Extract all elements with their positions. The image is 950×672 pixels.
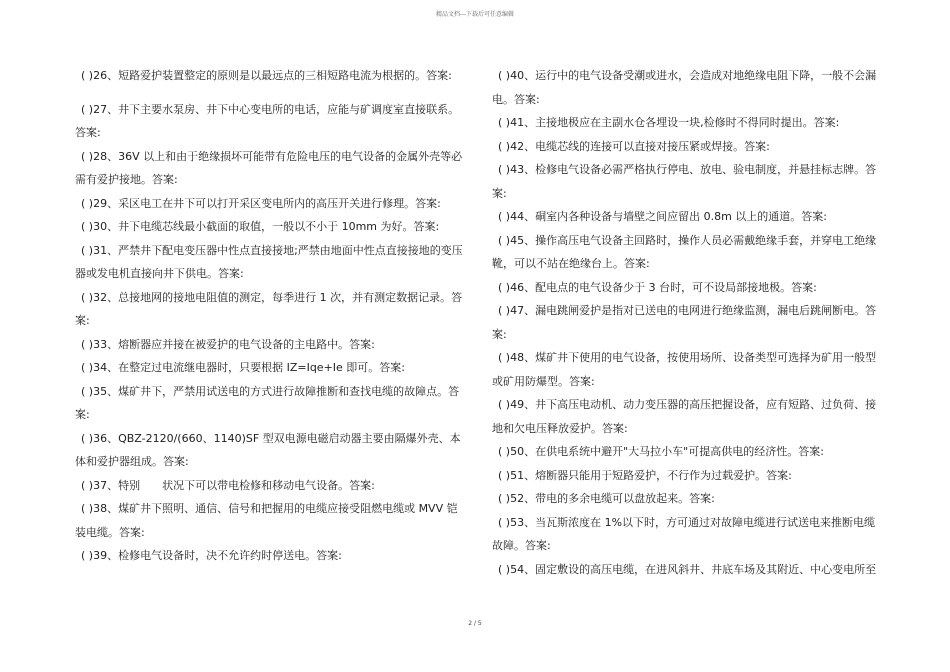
question-29: ( )29、采区电工在井下可以打开采区变电所内的高压开关进行修理。答案: xyxy=(81,196,441,210)
question-48: ( )48、煤矿井下使用的电气设备，按使用场所、设备类型可选择为矿用一般型或矿用防爆型。答案: xyxy=(492,351,877,388)
question-52: ( )52、带电的多余电缆可以盘放起来。答案: xyxy=(498,492,715,505)
question-36: ( )36、QBZ-2120/(660、1140)SF 型双电源电磁启动器主要由隔爆外壳、本体和爱护器组成。答案: xyxy=(75,431,461,468)
question-30: ( )30、井下电缆芯线最小截面的取值，一般以不小于 10mm 为好。答案: xyxy=(81,220,440,233)
question-28: ( )28、36V 以上和由于绝缘损坏可能带有危险电压的电气设备的金属外壳等必需有爱护接地。答案: xyxy=(75,149,463,186)
page-number: 2 / 5 xyxy=(468,620,482,627)
question-42: ( )42、电缆芯线的连接可以直接对接压紧或焊接。答案: xyxy=(498,139,770,153)
question-40: ( )40、运行中的电气设备受潮或进水，会造成对地绝缘电阻下降，一般不会漏电。答案: xyxy=(492,69,877,106)
question-33: ( )33、熔断器应并接在被爱护的电气设备的主电路中。答案: xyxy=(81,337,375,351)
question-31: ( )31、严禁井下配电变压器中性点直接接地;严禁由地面中性点直接接地的变压器或发电机直接向井下供电。答案: xyxy=(75,243,463,280)
question-53: ( )53、当瓦斯浓度在 1%以下时，方可通过对故障电缆进行试送电来推断电缆故障。答案: xyxy=(492,515,876,552)
question-26: ( )26、短路爱护装置整定的原则是以最远点的三相短路电流为根据的。答案: xyxy=(81,69,452,82)
question-46: ( )46、配电点的电气设备少于 3 台时，可不设局部接地极。答案: xyxy=(498,280,817,294)
question-41: ( )41、主接地极应在主副水仓各埋设一块,检修时不得同时提出。答案: xyxy=(498,116,840,129)
question-47: ( )47、漏电跳闸爱护是指对已送电的电网进行绝缘监测，漏电后跳闸断电。答案: xyxy=(492,304,877,341)
question-39: ( )39、检修电气设备时，决不允许约时停送电。答案: xyxy=(81,549,342,562)
question-44: ( )44、硐室内各种设备与墙壁之间应留出 0.8m 以上的通道。答案: xyxy=(498,210,827,223)
question-35: ( )35、煤矿井下，严禁用试送电的方式进行故障推断和查找电缆的故障点。答案: xyxy=(75,384,460,421)
right-column xyxy=(492,64,883,581)
question-49: ( )49、井下高压电动机、动力变压器的高压把握设备，应有短路、过负荷、接地和欠电压释放爱护。答案: xyxy=(492,398,877,435)
question-45: ( )45、操作高压电气设备主回路时，操作人员必需戴绝缘手套，并穿电工绝缘靴，可以不站在绝缘台上。答案: xyxy=(492,233,877,270)
page-header: 精品文档---下载后可任意编辑 xyxy=(435,11,515,18)
question-37: ( )37、特别 状况下可以带电检修和移动电气设备。答案: xyxy=(81,478,375,492)
question-27: ( )27、井下主要水泵房、井下中心变电所的电话，应能与矿调度室直接联系。答案: xyxy=(75,102,460,139)
question-51: ( )51、熔断器只能用于短路爱护，不行作为过载爱护。答案: xyxy=(498,468,792,482)
question-38: ( )38、煤矿井下照明、通信、信号和把握用的电缆应接受阻燃电缆或 MVV 铠装电缆。答案: xyxy=(75,502,458,539)
question-32: ( )32、总接地网的接地电阻值的测定，每季进行 1 次，并有测定数据记录。答案: xyxy=(75,290,463,327)
question-43: ( )43、检修电气设备必需严格执行停电、放电、验电制度，并悬挂标志牌。答案: xyxy=(492,163,877,200)
question-54: ( )54、固定敷设的高压电缆，在进风斜井、井底车场及其附近、中心变电所至 xyxy=(498,562,877,576)
question-34: ( )34、在整定过电流继电器时，只要根据 IZ=Iqe+Ie 即可。答案: xyxy=(81,361,405,374)
question-50: ( )50、在供电系统中避开"大马拉小车"可提高供电的经济性。答案: xyxy=(498,445,824,458)
left-column xyxy=(75,64,466,568)
